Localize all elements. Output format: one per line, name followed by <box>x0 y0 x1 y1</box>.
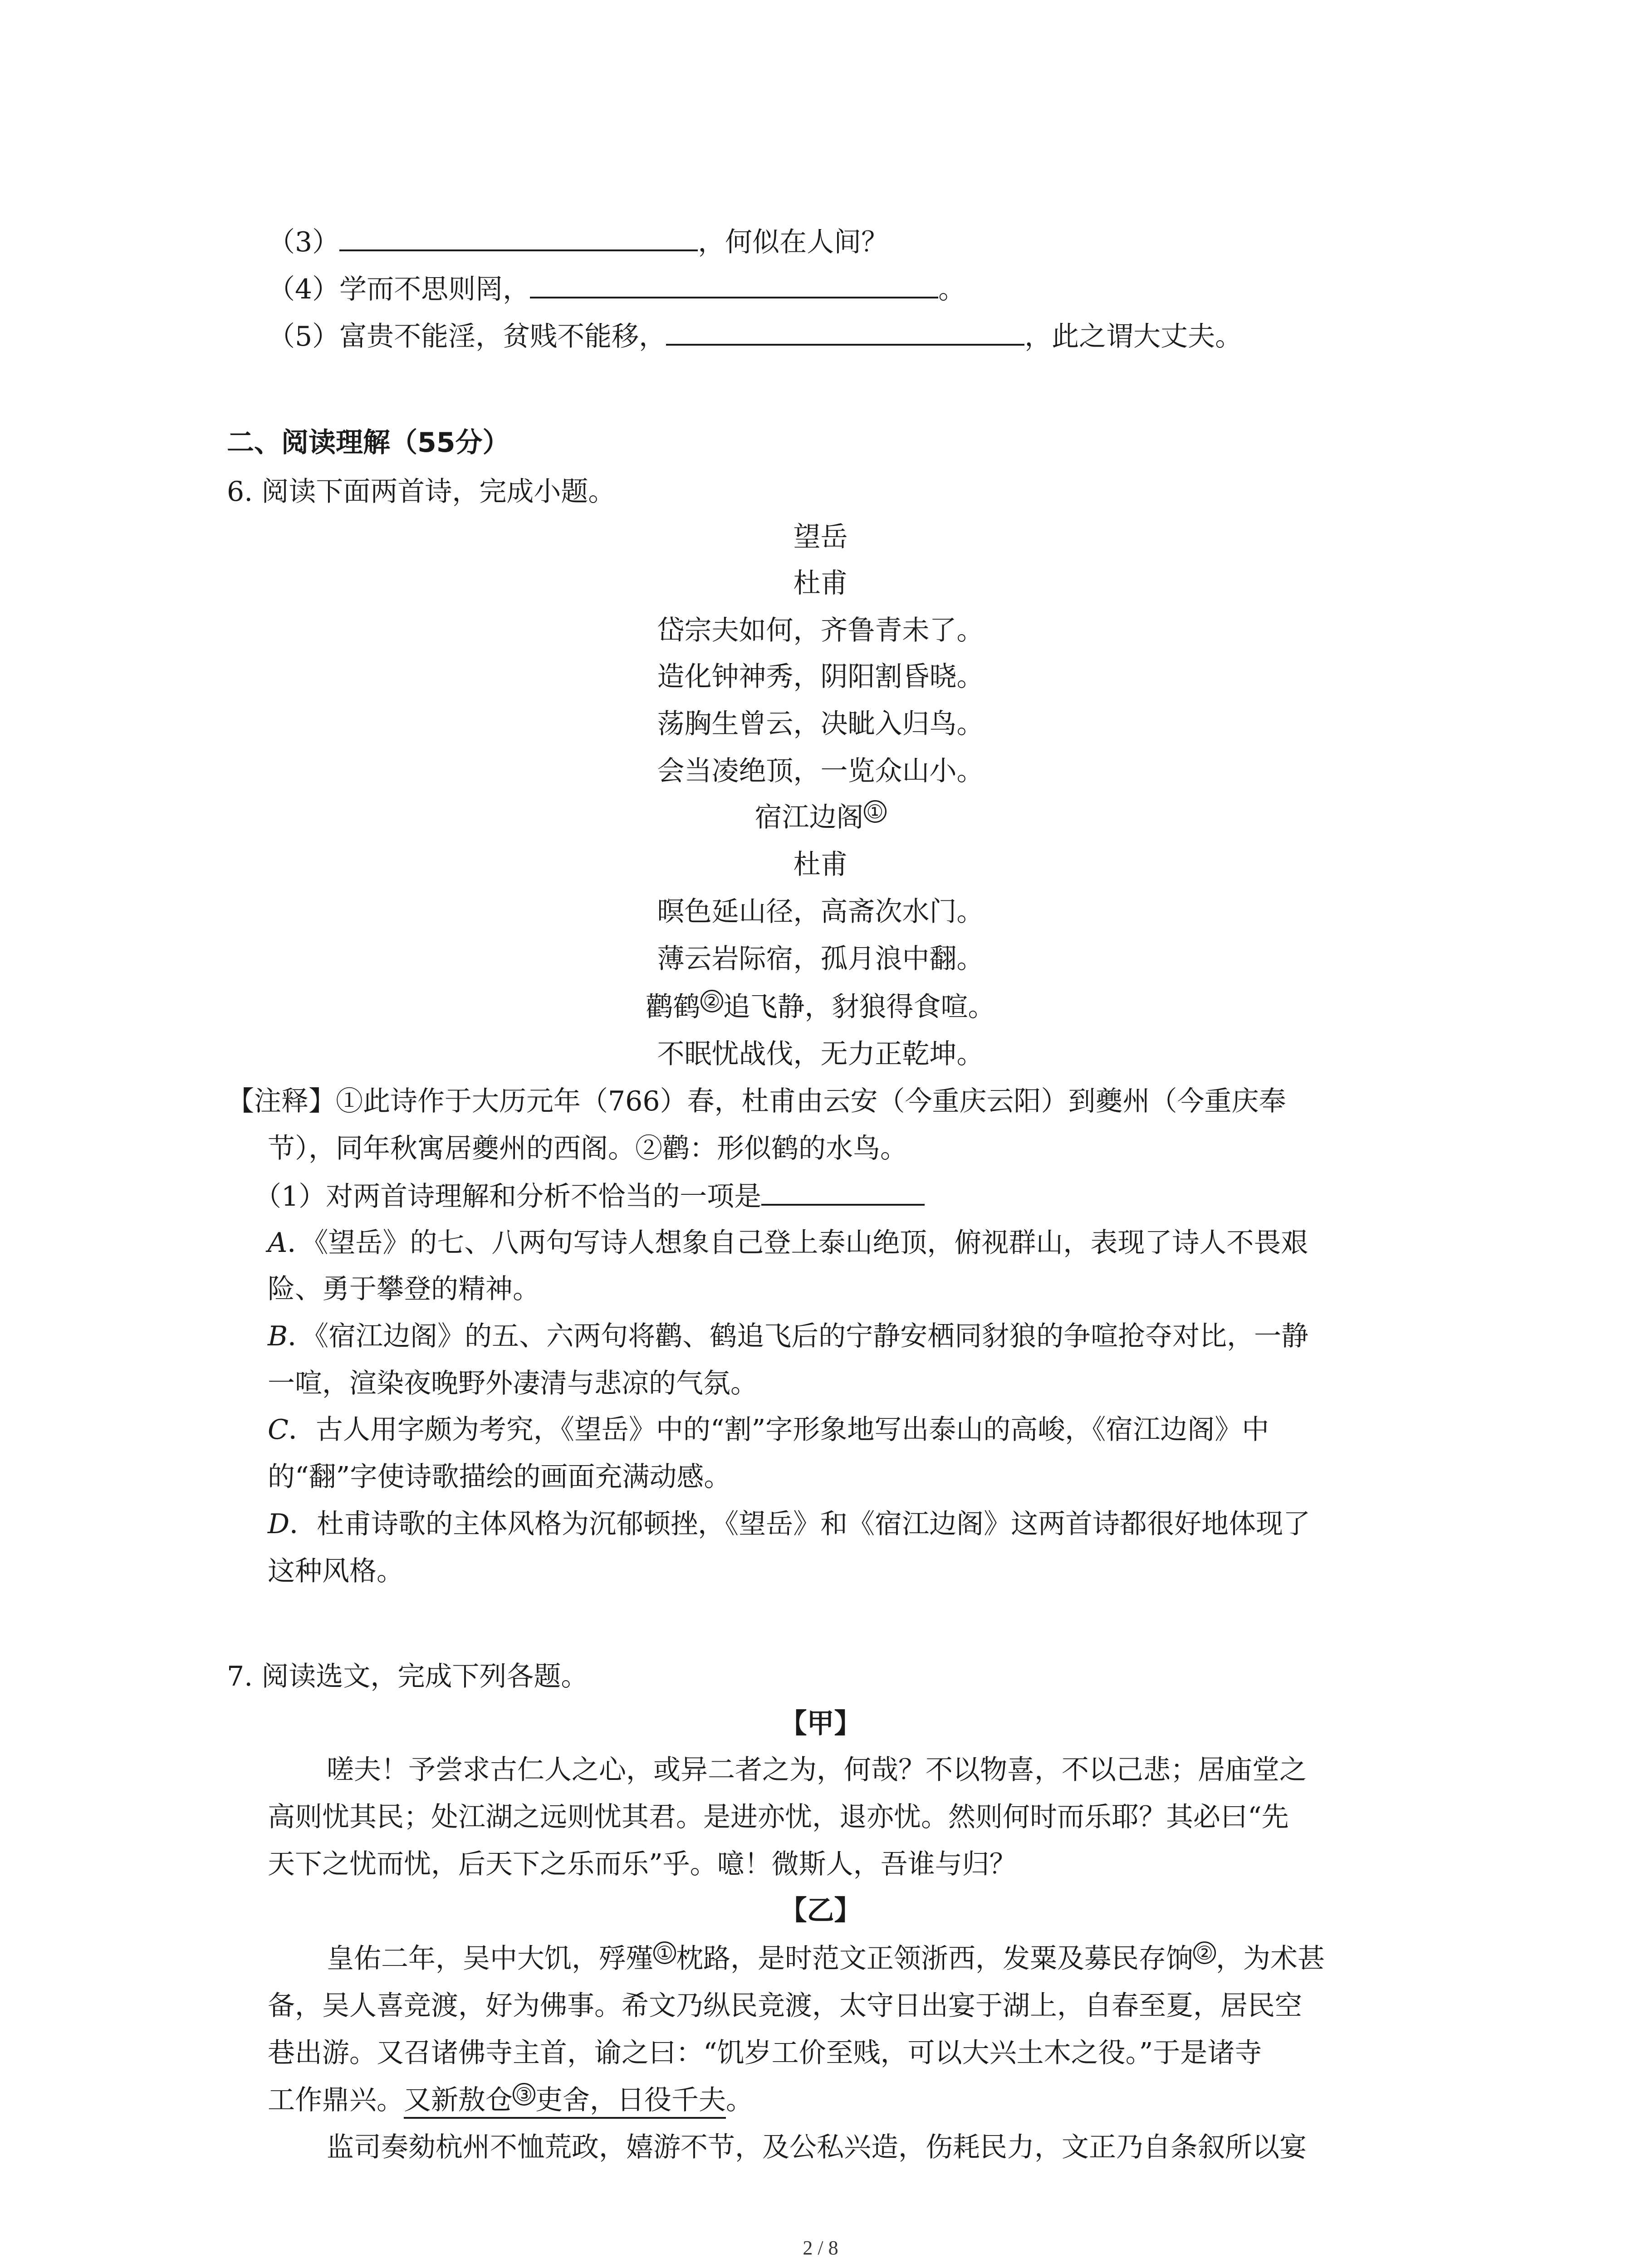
poem2-line: 薄云岩际宿，孤月浪中翻。 <box>657 943 984 975</box>
footnote-marker: ② <box>1193 1941 1216 1964</box>
passage-line: 天下之忧而忧，后天下之乐而乐”乎。噫！微斯人，吾谁与归？ <box>268 1848 1017 1880</box>
note-line: 【注释】①此诗作于大历元年（766）春，杜甫由云安（今重庆云阳）到夔州（今重庆奉 <box>227 1085 1286 1117</box>
question-6-stem: 6. 阅读下面两首诗，完成小题。 <box>227 476 616 508</box>
footnote-marker: ① <box>864 800 887 823</box>
poem2-line3-a: 鹳鹤 <box>646 991 700 1023</box>
underlined-text: 又新敖仓 <box>404 2084 513 2116</box>
poem1-line: 会当凌绝顶，一览众山小。 <box>657 755 984 787</box>
fill-item-3-suffix: ，何似在人间？ <box>698 226 889 258</box>
fill-item-3 <box>268 220 888 265</box>
option-b[interactable] <box>268 1314 1308 1359</box>
fill-item-5-suffix: ，此之谓大丈夫。 <box>1024 321 1243 352</box>
option-text: ．杜甫诗歌的主体风格为沉郁顿挫，《望岳》和《宿江边阁》这两首诗都很好地体现了 <box>289 1508 1311 1540</box>
poem2-line <box>0 984 1641 1030</box>
answer-blank[interactable] <box>761 1176 925 1206</box>
underlined-text: 吏舍，日役千夫 <box>535 2084 726 2116</box>
option-text: ．古人用字颇为考究，《望岳》中的“割”字形象地写出泰山的高峻，《宿江边阁》中 <box>288 1414 1269 1446</box>
poem1-line: 造化钟神秀，阴阳割昏晓。 <box>657 661 984 693</box>
poem2-line: 不眠忧战伐，无力正乾坤。 <box>657 1038 984 1070</box>
passage-jia-title: 【甲】 <box>779 1708 862 1740</box>
poem1-line: 荡胸生曾云，决眦入归鸟。 <box>657 708 984 740</box>
yi-line1-b: 枕路，是时范文正领浙西，发粟及募民存饷 <box>676 1943 1193 1975</box>
option-label: D <box>268 1508 290 1540</box>
option-label: A <box>268 1227 288 1259</box>
question-7-stem: 7. 阅读选文，完成下列各题。 <box>227 1661 588 1692</box>
passage-line: 监司奏劾杭州不恤荒政，嬉游不节，及公私兴造，伤耗民力，文正乃自条叙所以宴 <box>327 2131 1307 2163</box>
footnote-marker: ① <box>653 1941 676 1964</box>
sub-question-1-text: （1）对两首诗理解和分析不恰当的一项是 <box>254 1181 762 1212</box>
option-a-cont: 险、勇于攀登的精神。 <box>268 1273 540 1305</box>
answer-blank[interactable] <box>530 269 938 298</box>
footnote-marker: ③ <box>513 2083 535 2106</box>
poem1-line: 岱宗夫如何，齐鲁青未了。 <box>657 615 984 646</box>
poem2-title-text: 宿江边阁 <box>754 802 864 833</box>
option-text: ．《望岳》的七、八两句写诗人想象自己登上泰山绝顶，俯视群山，表现了诗人不畏艰 <box>287 1227 1308 1259</box>
sub-question-1 <box>254 1174 925 1219</box>
poem2-line3-b: 追飞静，豺狼得食喧。 <box>723 991 995 1023</box>
poem2-author: 杜甫 <box>793 849 848 880</box>
section-title: 二、阅读理解（55分） <box>227 427 510 459</box>
passage-line: 备，吴人喜竞渡，好为佛事。希文乃纵民竞渡，太守日出宴于湖上，自春至夏，居民空 <box>268 1990 1302 2022</box>
option-label: C <box>268 1414 289 1446</box>
fill-item-4 <box>268 267 965 312</box>
underlined-sentence <box>404 2084 726 2119</box>
fill-item-4-prefix: （4）学而不思则罔， <box>268 274 530 305</box>
yi-line4-a: 工作鼎兴。 <box>268 2084 404 2116</box>
fill-item-5-prefix: （5）富贵不能淫，贫贱不能移， <box>268 321 666 352</box>
poem1-title: 望岳 <box>793 521 848 553</box>
option-d[interactable] <box>268 1501 1310 1547</box>
fill-item-4-suffix: 。 <box>938 274 966 305</box>
answer-blank[interactable] <box>666 316 1024 346</box>
yi-line1-a: 皇佑二年，吴中大饥，殍殣 <box>327 1943 653 1975</box>
note-line: 节），同年秋寓居夔州的西阁。②鹳：形似鹤的水鸟。 <box>268 1133 907 1164</box>
passage-line: 高则忧其民；处江湖之远则忧其君。是进亦忧，退亦忧。然则何时而乐耶？其必曰“先 <box>268 1801 1289 1833</box>
fill-item-5 <box>268 314 1242 359</box>
option-c-cont: 的“翻”字使诗歌描绘的画面充满动感。 <box>268 1461 731 1493</box>
option-text: ．《宿江边阁》的五、六两句将鹳、鹤追飞后的宁静安栖同豺狼的争喧抢夺对比，一静 <box>288 1320 1309 1352</box>
option-a[interactable] <box>268 1220 1308 1266</box>
fill-item-3-prefix: （3） <box>268 226 340 258</box>
yi-line1-c: ，为术甚 <box>1216 1943 1325 1975</box>
passage-line <box>268 2077 753 2123</box>
passage-line: 巷出游。又召诸佛寺主首，谕之曰：“饥岁工价至贱，可以大兴土木之役。”于是诸寺 <box>268 2037 1262 2069</box>
poem2-title <box>0 795 1641 840</box>
footnote-marker: ② <box>700 990 723 1012</box>
option-label: B <box>268 1320 288 1352</box>
option-c[interactable] <box>268 1407 1269 1452</box>
poem2-line: 暝色延山径，高斋次水门。 <box>657 896 984 928</box>
passage-line <box>327 1936 1325 1981</box>
page-number: 2 / 8 <box>803 2237 838 2259</box>
poem1-author: 杜甫 <box>793 567 848 599</box>
yi-line4-c: 。 <box>726 2084 753 2116</box>
option-b-cont: 一喧，渲染夜晚野外凄清与悲凉的气氛。 <box>268 1368 758 1399</box>
answer-blank[interactable] <box>339 221 698 251</box>
passage-line: 嗟夫！予尝求古仁人之心，或异二者之为，何哉？不以物喜，不以己悲；居庙堂之 <box>327 1754 1307 1786</box>
passage-yi-title: 【乙】 <box>779 1895 862 1926</box>
option-d-cont: 这种风格。 <box>268 1555 404 1587</box>
